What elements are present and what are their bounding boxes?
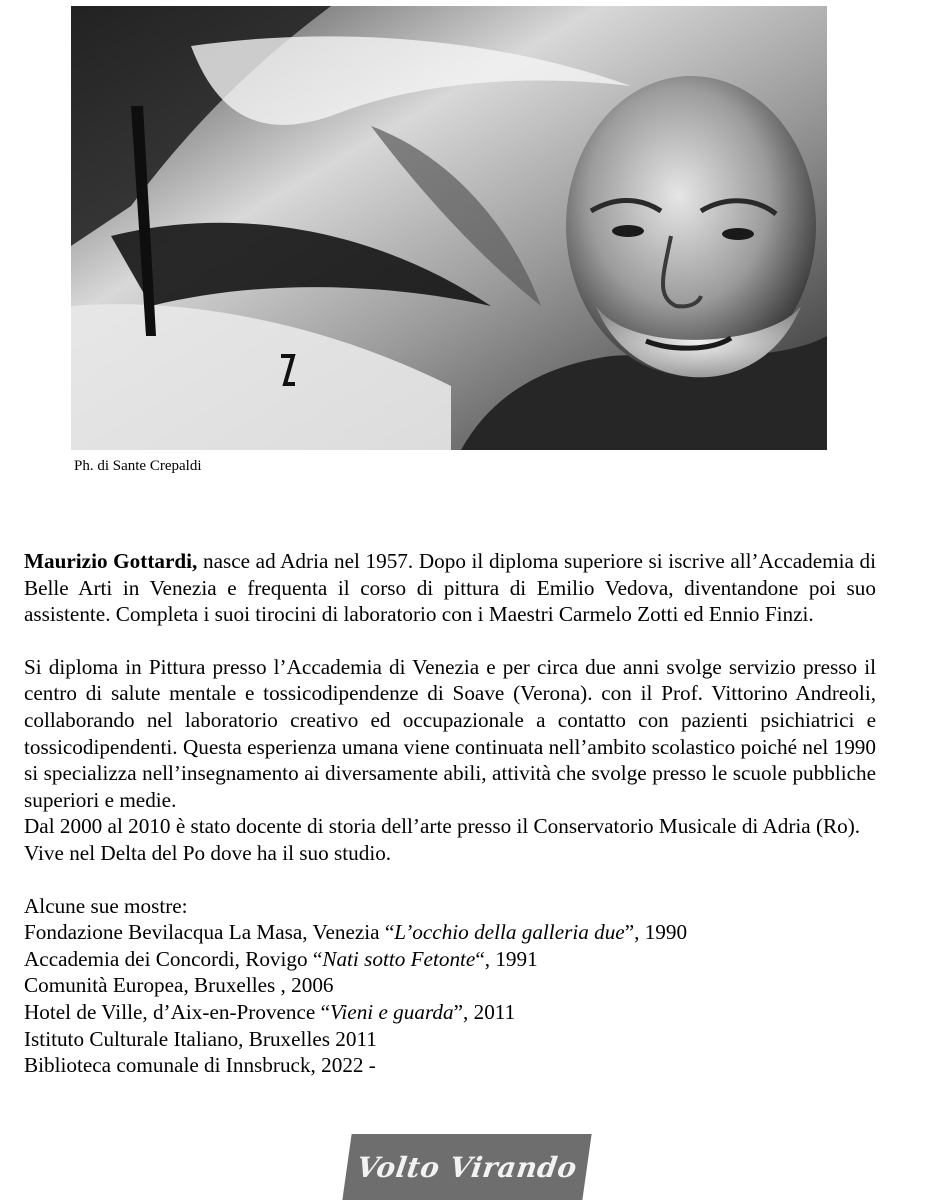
watermark-logo: Volto Virando (342, 1134, 591, 1200)
artist-portrait-image (71, 6, 827, 450)
exhibitions-list (24, 893, 876, 1079)
photo-caption: Ph. di Sante Crepaldi (74, 458, 202, 474)
bio-paragraph-2: Si diploma in Pittura presso l’Accademia di Venezia e per circa due anni svolge servizio presso il centro di salute mentale e tossicodipendenze di Soave (Verona). con il Prof. Vittorino Andreoli, collaborando nel laboratorio creativo ed occupazionale a contatto con pazienti psichiatrici e tossicodipendenti. Questa esperienza umana viene continuata nell’ambito scolastico poiché nel 1990 si specializza nell’insegnamento ai diversamente abili, attività che svolge presso le scuole pubbliche superiori e medie. (24, 654, 876, 812)
bio-paragraph-4: Vive nel Delta del Po dove ha il suo studio. (24, 840, 392, 865)
exhibition-item: Hotel de Ville, d’Aix-en-Provence “Vieni e guarda”, 2011 (24, 999, 516, 1024)
exhibition-item: Istituto Culturale Italiano, Bruxelles 2011 (24, 1026, 377, 1051)
exhibitions-heading: Alcune sue mostre: (24, 893, 188, 918)
exhibition-item: Fondazione Bevilacqua La Masa, Venezia “L’occhio della galleria due”, 1990 (24, 920, 688, 945)
biography (24, 548, 876, 1079)
bio-paragraph-3: Dal 2000 al 2010 è stato docente di storia dell’arte presso il Conservatorio Musicale di Adria (Ro). (24, 814, 861, 839)
exhibition-item: Biblioteca comunale di Innsbruck, 2022 - (24, 1053, 376, 1078)
bio-paragraph-1: Maurizio Gottardi, nasce ad Adria nel 1957. Dopo il diploma superiore si iscrive all’Accademia di Belle Arti in Venezia e frequenta il corso di pittura di Emilio Vedova, diventandone poi suo assistente. Completa i suoi tirocini di laboratorio con i Maestri Carmelo Zotti ed Ennio Finzi. (24, 549, 877, 627)
exhibition-item: Comunità Europea, Bruxelles , 2006 (24, 973, 334, 998)
artist-photo (71, 6, 827, 450)
exhibition-item: Accademia dei Concordi, Rovigo “Nati sotto Fetonte“, 1991 (24, 946, 538, 971)
artist-name: Maurizio Gottardi, (24, 549, 198, 573)
